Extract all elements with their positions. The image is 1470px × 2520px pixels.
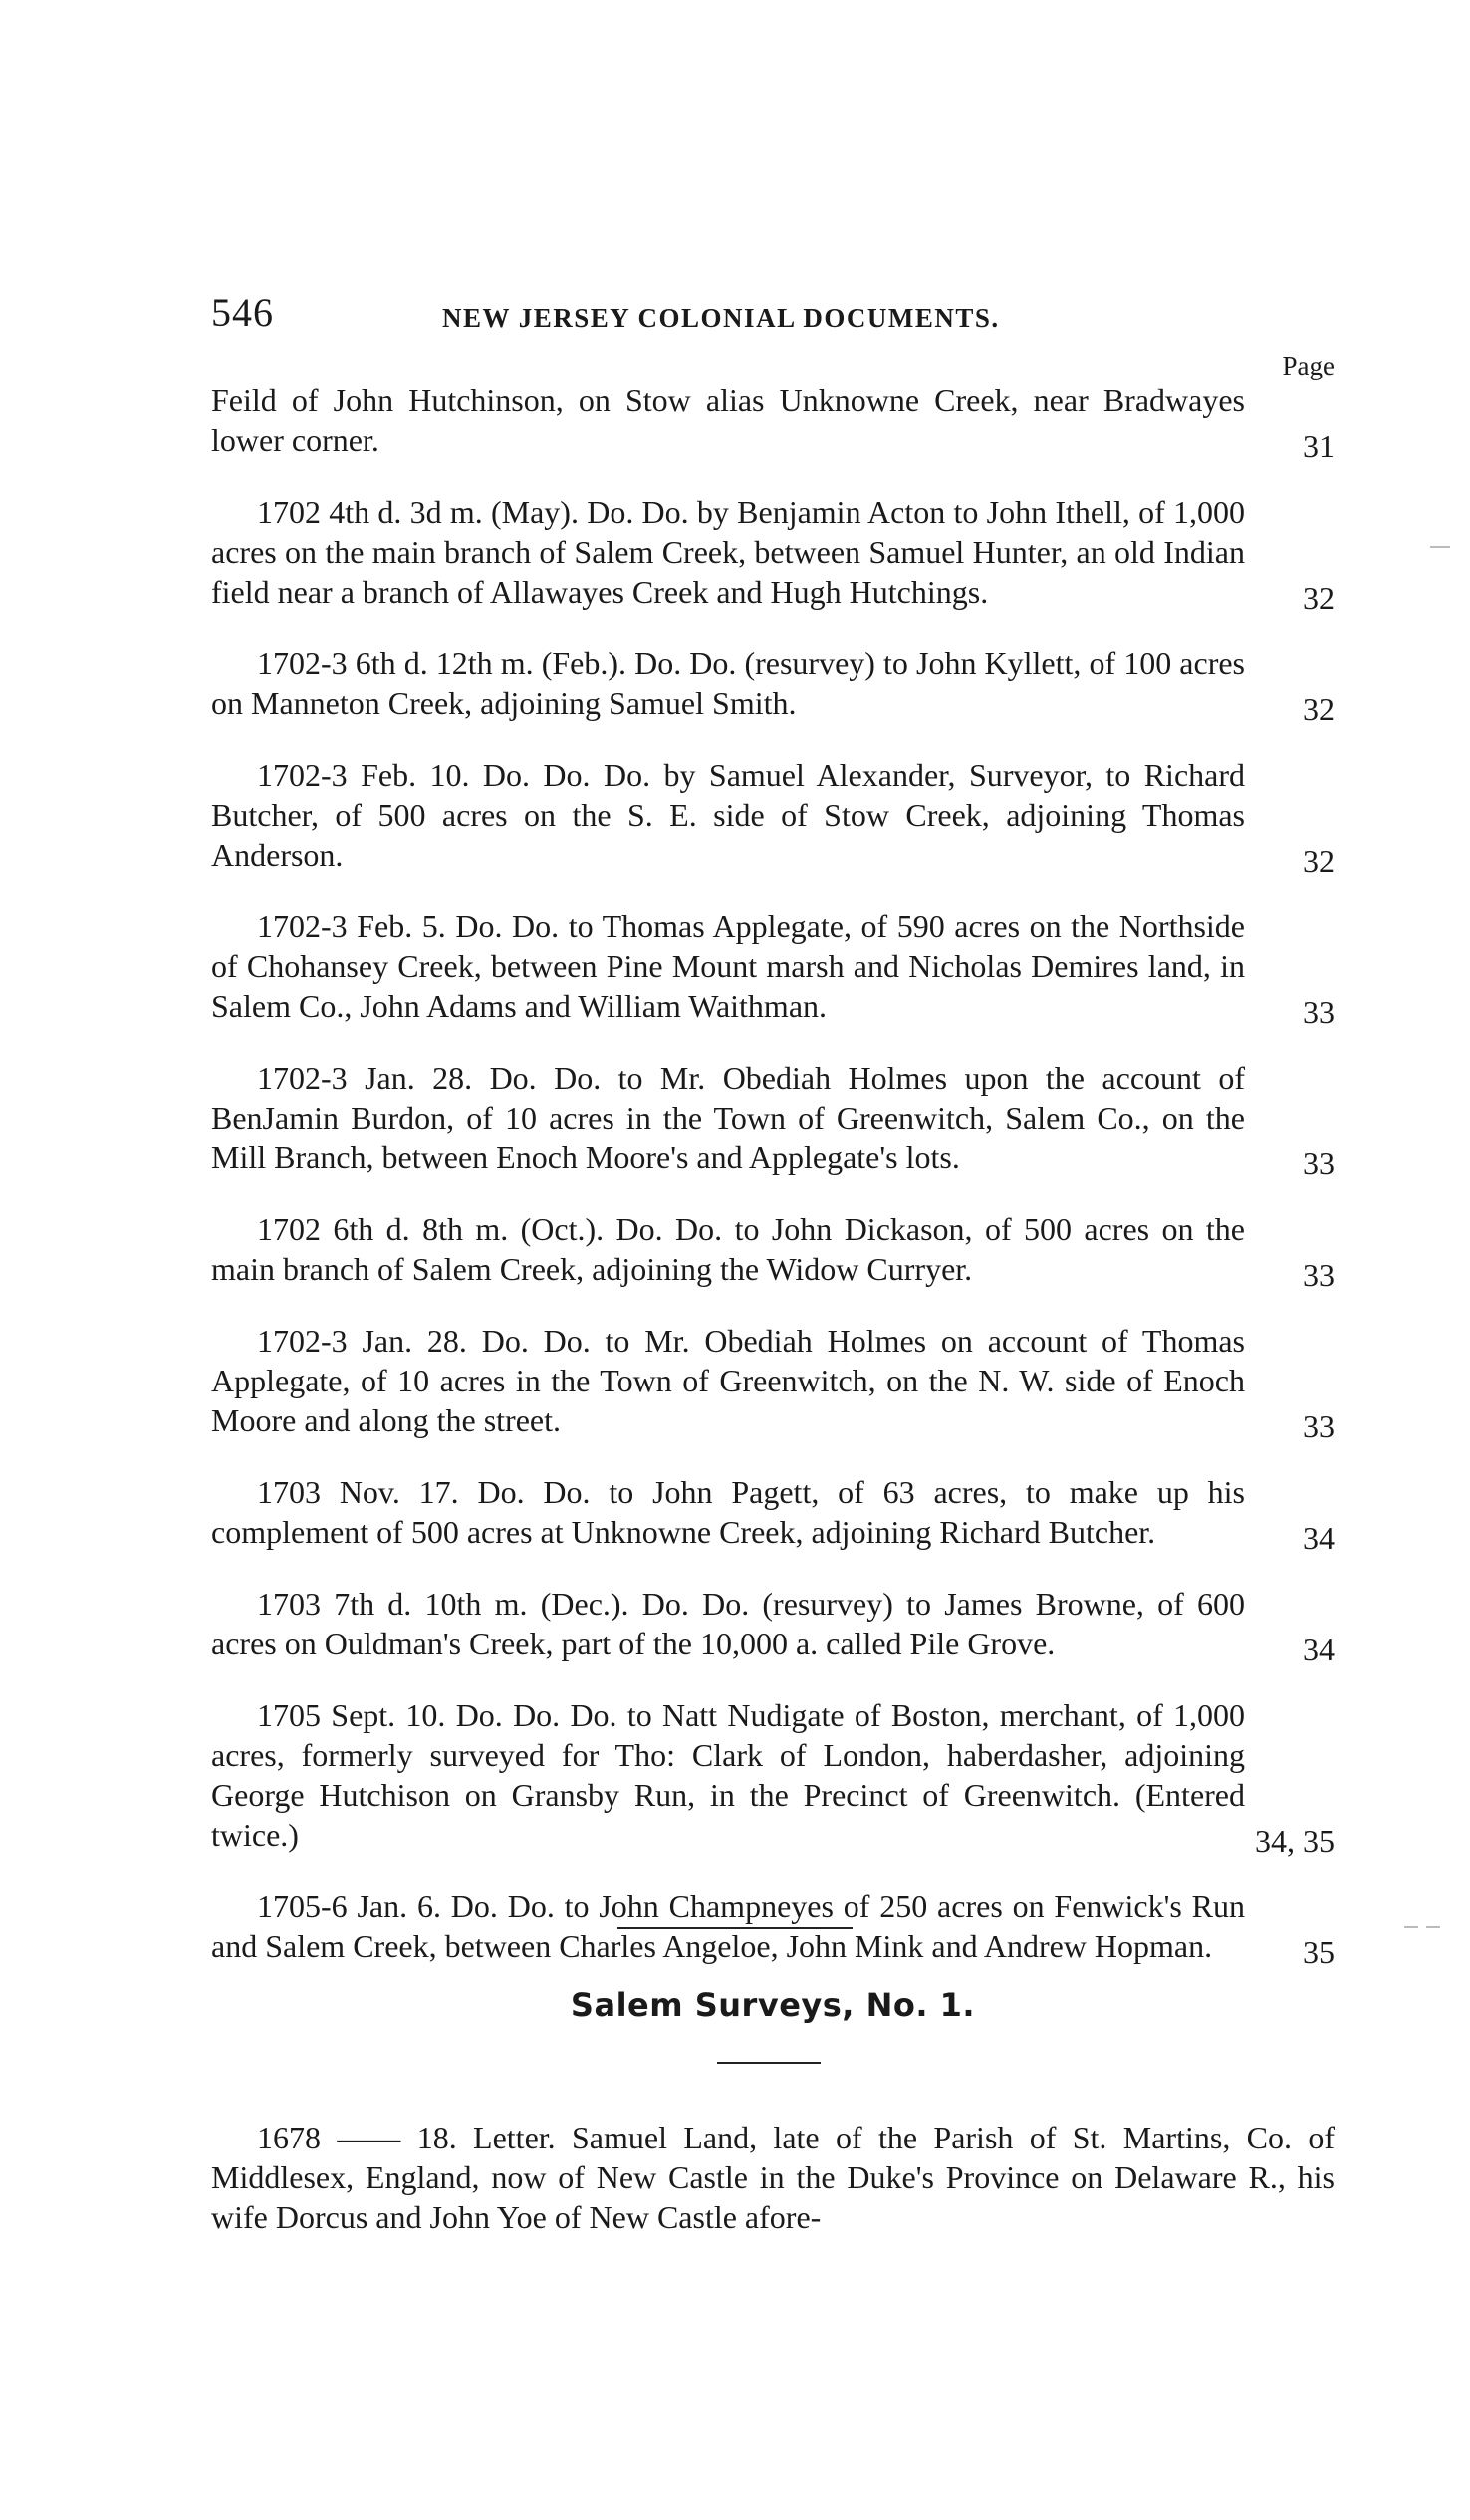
entry-page-ref: 33	[1303, 1408, 1335, 1444]
entry-text: 1702-3 Jan. 28. Do. Do. to Mr. Obediah Holmes on account of Thomas Applegate, of 10 acres in the Town of Greenwitch, on the N. W. side of Enoch Moore and along the street.	[211, 1323, 1245, 1438]
running-head	[211, 289, 1335, 339]
entry-page-ref: 32	[1303, 691, 1335, 727]
heading-underline-rule	[717, 2062, 821, 2064]
section-heading: Salem Surveys, No. 1.	[570, 1986, 976, 2024]
entry-page-ref: 32	[1303, 843, 1335, 879]
entry-text: 1702-3 Feb. 10. Do. Do. Do. by Samuel Alexander, Surveyor, to Richard Butcher, of 500 acres on the S. E. side of Stow Creek, adjoining Thomas Anderson.	[211, 757, 1245, 873]
entry-page-ref: 32	[1303, 580, 1335, 616]
margin-scan-mark	[1404, 1926, 1418, 1928]
survey-entry	[211, 643, 1335, 727]
running-head-title: NEW JERSEY COLONIAL DOCUMENTS.	[442, 303, 1000, 333]
entry-page-ref: 34, 35	[1255, 1823, 1335, 1859]
entry-text: 1702-3 6th d. 12th m. (Feb.). Do. Do. (resurvey) to John Kyllett, of 100 acres on Manneton Creek, adjoining Samuel Smith.	[211, 645, 1245, 721]
entry-text: 1702 6th d. 8th m. (Oct.). Do. Do. to John Dickason, of 500 acres on the main branch of Salem Creek, adjoining the Widow Curryer.	[211, 1211, 1245, 1287]
survey-entry	[211, 1209, 1335, 1293]
letter-paragraph: 1678 —— 18. Letter. Samuel Land, late of the Parish of St. Martins, Co. of Middlesex, England, now of New Castle in the Duke's Province on Delaware R., his wife Dorcus and John Yoe of New Castle afore-	[211, 2120, 1335, 2235]
entry-text: 1703 7th d. 10th m. (Dec.). Do. Do. (resurvey) to James Browne, of 600 acres on Ouldman's Creek, part of the 10,000 a. called Pile Grove.	[211, 1586, 1245, 1661]
entry-text: 1702 4th d. 3d m. (May). Do. Do. by Benjamin Acton to John Ithell, of 1,000 acres on the main branch of Salem Creek, between Samuel Hunter, an old Indian field near a branch of Allawayes Creek and Hugh Hutchings.	[211, 494, 1245, 610]
survey-entries-list	[211, 380, 1335, 1974]
margin-scan-mark	[1430, 546, 1450, 548]
entry-page-ref: 34	[1303, 1632, 1335, 1667]
survey-entry	[211, 1887, 1335, 1970]
margin-scan-mark	[1426, 1926, 1440, 1928]
entry-page-ref: 31	[1303, 428, 1335, 464]
entry-text: 1705 Sept. 10. Do. Do. Do. to Natt Nudigate of Boston, merchant, of 1,000 acres, formerly surveyed for Tho: Clark of London, haberdasher, adjoining George Hutchison on Gransby Run, in the Precinct of Greenwitch. (Entered twice.)	[211, 1697, 1245, 1853]
section-divider-rule	[617, 1927, 853, 1929]
survey-entry	[211, 1695, 1335, 1859]
entry-text: 1702-3 Jan. 28. Do. Do. to Mr. Obediah Holmes upon the account of BenJamin Burdon, of 10 acres in the Town of Greenwitch, Salem Co., on the Mill Branch, between Enoch Moore's and Applegate's lots.	[211, 1060, 1245, 1175]
survey-entry	[211, 755, 1335, 879]
entry-text: 1703 Nov. 17. Do. Do. to John Pagett, of 63 acres, to make up his complement of 500 acres at Unknowne Creek, adjoining Richard Butcher.	[211, 1474, 1245, 1550]
survey-entry	[211, 1584, 1335, 1667]
entry-page-ref: 34	[1303, 1520, 1335, 1556]
survey-entry	[211, 1058, 1335, 1181]
entry-text: 1702-3 Feb. 5. Do. Do. to Thomas Applegate, of 590 acres on the Northside of Chohansey Creek, between Pine Mount marsh and Nicholas Demires land, in Salem Co., John Adams and William Waithman.	[211, 908, 1245, 1024]
survey-entry	[211, 1472, 1335, 1556]
survey-entry	[211, 492, 1335, 616]
survey-entry	[211, 1321, 1335, 1444]
page-column-label: Page	[1282, 351, 1335, 380]
entry-page-ref: 33	[1303, 1145, 1335, 1181]
entry-text: Feild of John Hutchinson, on Stow alias Unknowne Creek, near Bradwayes lower corner.	[211, 382, 1245, 458]
entry-text: 1705-6 Jan. 6. Do. Do. to John Champneyes of 250 acres on Fenwick's Run and Salem Creek, between Charles Angeloe, John Mink and Andrew Hopman.	[211, 1889, 1245, 1964]
entry-page-ref: 33	[1303, 1257, 1335, 1293]
page-number: 546	[211, 290, 274, 335]
entry-page-ref: 33	[1303, 994, 1335, 1030]
survey-entry	[211, 380, 1335, 464]
survey-entry	[211, 906, 1335, 1030]
entry-page-ref: 35	[1303, 1934, 1335, 1970]
